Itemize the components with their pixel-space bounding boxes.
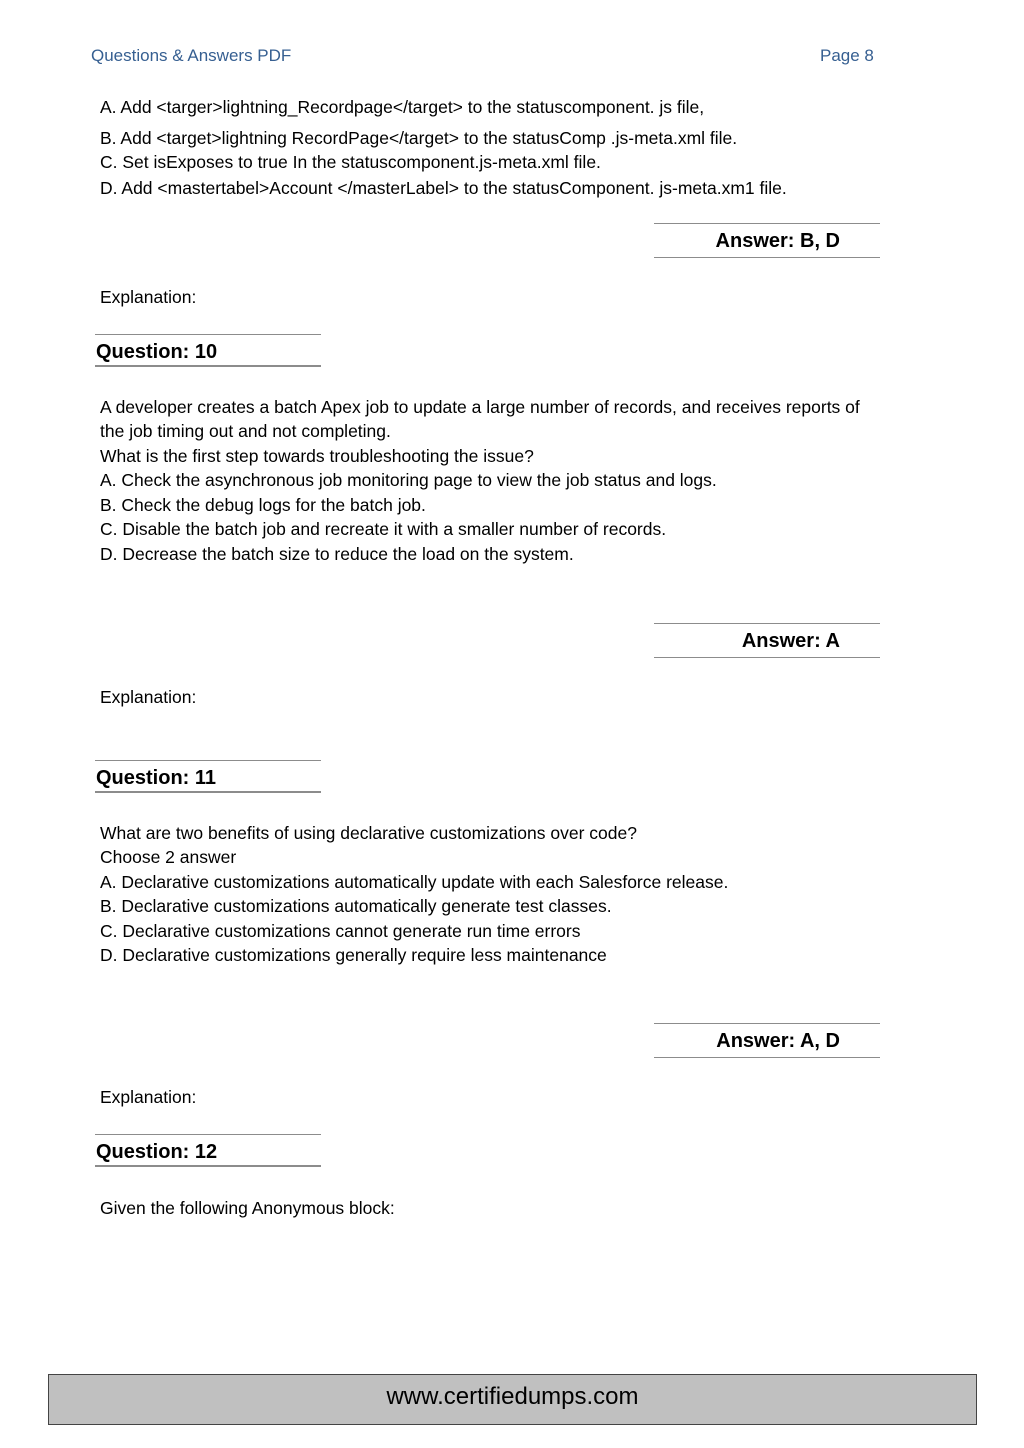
q12-heading-box: [95, 1134, 321, 1167]
q9-option-a: A. Add <targer>lightning_Recordpage</target> to the statuscomponent. js file,: [100, 97, 705, 117]
q10-answer: Answer: A: [741, 630, 840, 652]
q10-option-d: D. Decrease the batch size to reduce the load on the system.: [100, 544, 574, 564]
q9-answer: Answer: B, D: [715, 230, 840, 252]
q11-line: Choose 2 answer: [100, 847, 237, 867]
q11-option-b: B. Declarative customizations automatically generate test classes.: [100, 896, 612, 916]
q10-option-c: C. Disable the batch job and recreate it with a smaller number of records.: [100, 519, 667, 539]
q10-line: What is the first step towards troubleshooting the issue?: [100, 446, 534, 466]
q11-heading-box: [95, 760, 321, 793]
q10-heading-box: [95, 334, 321, 367]
q12-line: Given the following Anonymous block:: [100, 1198, 395, 1218]
q10-answer-box: [654, 623, 880, 658]
q10-line: the job timing out and not completing.: [100, 421, 391, 441]
q10-explanation-label: Explanation:: [100, 687, 197, 707]
footer-url: www.certifiedumps.com: [386, 1383, 639, 1410]
q11-option-d: D. Declarative customizations generally require less maintenance: [100, 945, 607, 965]
page-number: Page 8: [820, 46, 874, 65]
q10-option-b: B. Check the debug logs for the batch job.: [100, 495, 426, 515]
q9-explanation-label: Explanation:: [100, 287, 197, 307]
q11-option-a: A. Declarative customizations automatically update with each Salesforce release.: [100, 872, 729, 892]
q11-answer: Answer: A, D: [716, 1030, 840, 1052]
document-title: Questions & Answers PDF: [91, 46, 292, 65]
q9-option-d: D. Add <mastertabel>Account </masterLabel> to the statusComponent. js-meta.xm1 file.: [100, 178, 787, 198]
q12-heading: Question: 12: [96, 1141, 218, 1163]
q11-option-c: C. Declarative customizations cannot generate run time errors: [100, 921, 581, 941]
q9-option-c: C. Set isExposes to true In the statuscomponent.js-meta.xml file.: [100, 152, 601, 172]
q10-line: A developer creates a batch Apex job to update a large number of records, and receives reports of: [100, 397, 860, 417]
footer-bar: [48, 1374, 977, 1425]
q11-line: What are two benefits of using declarative customizations over code?: [100, 823, 637, 843]
q9-answer-box: [654, 223, 880, 258]
q11-explanation-label: Explanation:: [100, 1087, 197, 1107]
q10-option-a: A. Check the asynchronous job monitoring page to view the job status and logs.: [100, 470, 717, 490]
q10-heading: Question: 10: [96, 341, 218, 363]
q11-answer-box: [654, 1023, 880, 1058]
q9-option-b: B. Add <target>lightning RecordPage</target> to the statusComp .js-meta.xml file.: [100, 128, 738, 148]
q11-heading: Question: 11: [96, 767, 217, 789]
